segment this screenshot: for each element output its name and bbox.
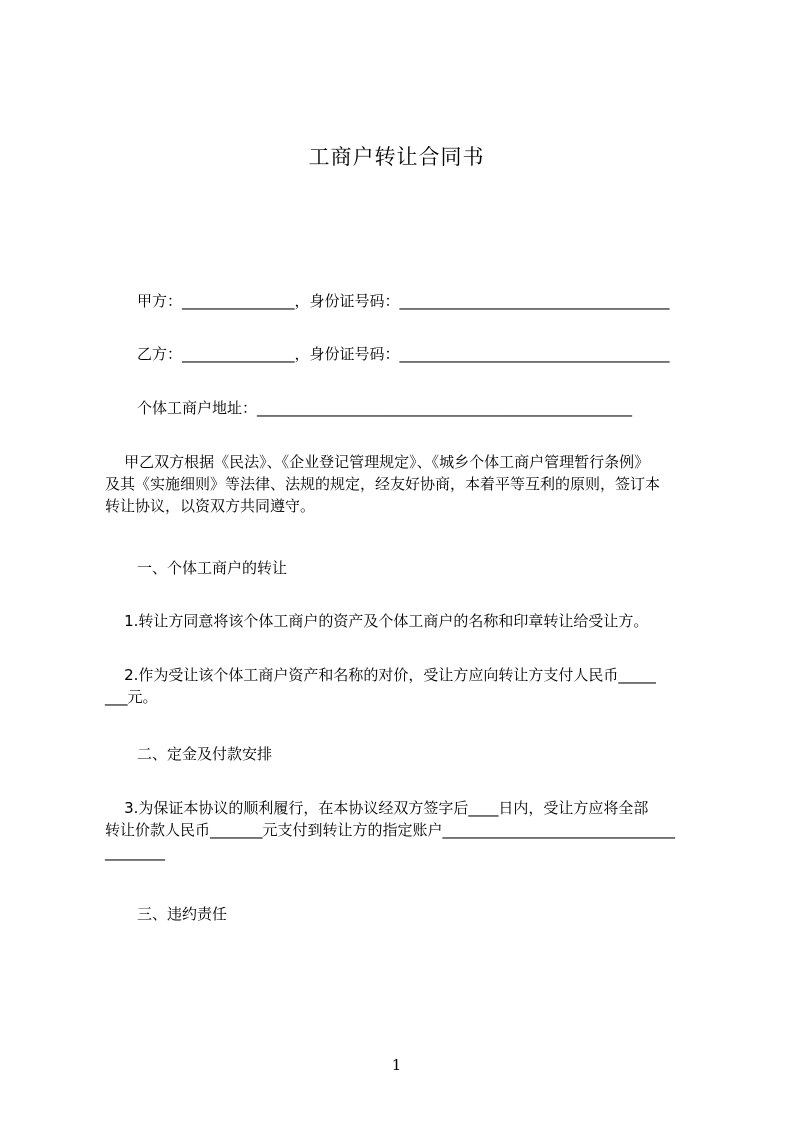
clause-2: 2.作为受让该个体工商户资产和名称的对价，受让方应向转让方支付人民币_____ ___元。 xyxy=(105,666,656,706)
party-a-line: 甲方：_______________，身份证号码：____________________________________ xyxy=(137,292,670,310)
business-address-line: 个体工商户地址：__________________________________________________ xyxy=(137,399,633,417)
clause-3: 3.为保证本协议的顺利履行，在本协议经双方签字后____日内，受让方应将全部 转让价款人民币_______元支付到转让方的指定账户_______________________________ ________ xyxy=(105,799,676,861)
clause-1: 1.转让方同意将该个体工商户的资产及个体工商户的名称和印章转让给受让方。 xyxy=(105,612,649,630)
preamble-paragraph: 甲乙双方根据《民法》、《企业登记管理规定》、《城乡个体工商户管理暂行条例》 及其《实施细则》等法律、法规的规定，经友好协商，本着平等互利的原则，签订本 转让协议，以资双方共同遵守。 xyxy=(105,453,661,515)
section-1-heading: 一、个体工商户的转让 xyxy=(137,559,288,577)
section-2-heading: 二、定金及付款安排 xyxy=(137,745,273,763)
section-3-heading: 三、违约责任 xyxy=(137,905,228,923)
document-title: 工商户转让合同书 xyxy=(308,145,485,169)
page-number: 1 xyxy=(391,1056,402,1074)
party-b-line: 乙方：_______________，身份证号码：____________________________________ xyxy=(137,345,670,363)
